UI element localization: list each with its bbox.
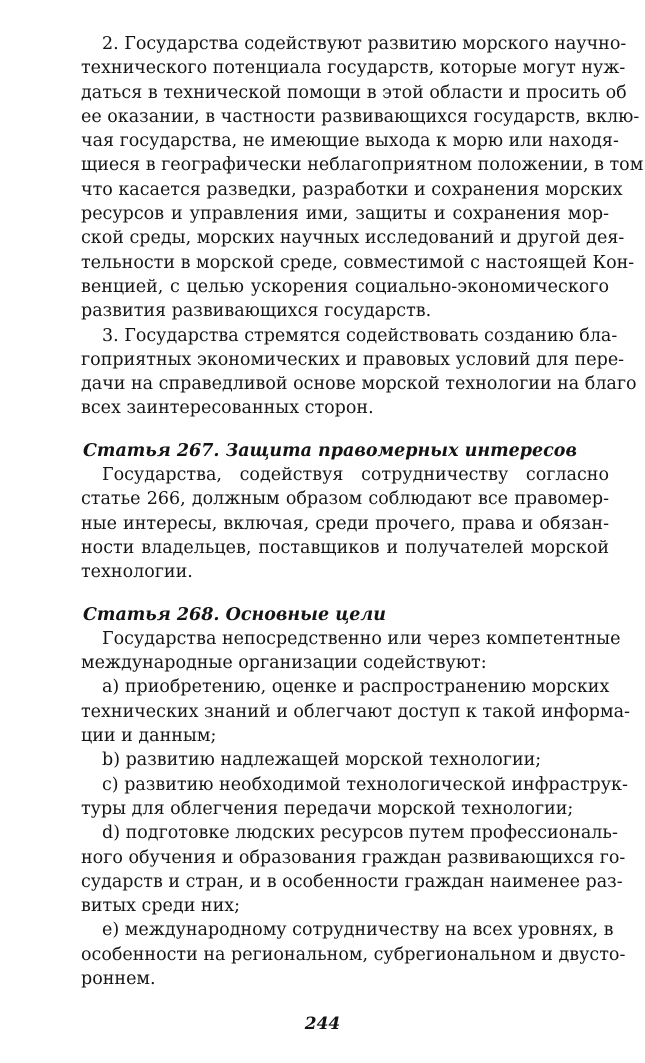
text-line: ресурсов и управления ими, защиты и сохранения мор- (81, 204, 609, 225)
text-line: чая государства, не имеющие выхода к морю или находя- (81, 131, 619, 152)
text-line: b) развитию надлежащей морской технологии; (102, 750, 542, 771)
text-line: e) международному сотрудничеству на всех уровнях, в (102, 920, 614, 941)
text-line: ее оказании, в частности развивающихся государств, вклю- (81, 106, 640, 127)
text-line: венцией, с целью ускорения социально-экономического (81, 276, 609, 297)
list-item-d (81, 821, 626, 918)
section-gap (81, 585, 609, 603)
page-body (81, 32, 644, 991)
text-line: c) развитию необходимой технологической инфраструк- (102, 774, 628, 795)
text-line: технического потенциала государств, которые могут нуж- (81, 58, 626, 79)
text-line: ные интересы, включая, среди прочего, права и обязан- (81, 513, 609, 534)
text-line: международные организации содействуют: (81, 653, 487, 674)
article-267-heading: Статья 267. Защита правомерных интересов (83, 440, 577, 461)
paragraph-2 (81, 32, 644, 324)
text-line: сударств и стран, и в особенности граждан наименее раз- (81, 871, 623, 892)
text-line: даться в технической помощи в этой области и просить об (81, 82, 627, 103)
list-item-b (81, 748, 609, 772)
list-item-a (81, 675, 630, 748)
text-line: дачи на справедливой основе морской технологии на благо (81, 374, 637, 395)
text-line: a) приобретению, оценке и распространению морских (102, 677, 610, 698)
text-line: технологии. (81, 562, 193, 583)
text-line: ции и данным; (81, 726, 217, 747)
text-line: витых среди них; (81, 896, 241, 917)
page-number: 244 (304, 1014, 341, 1034)
text-line: 2. Государства содействуют развитию морского научно- (102, 34, 627, 54)
section-gap (81, 421, 609, 439)
list-item-c (81, 773, 628, 822)
text-line: тельности в морской среде, совместимой с настоящей Кон- (81, 252, 635, 273)
article-268 (81, 603, 630, 992)
text-line: что касается разведки, разработки и сохранения морских (81, 179, 623, 200)
text-line: гоприятных экономических и правовых условий для пере- (81, 349, 625, 370)
text-line: d) подготовке людских ресурсов путем профессиональ- (102, 823, 618, 844)
text-line: роннем. (81, 968, 156, 989)
text-line: Государства, содействуя сотрудничеству согласно (102, 465, 609, 486)
text-line: ного обучения и образования граждан развивающихся го- (81, 847, 626, 868)
text-line: ской среды, морских научных исследований и другой дея- (81, 228, 625, 249)
text-line: развития развивающихся государств. (81, 301, 432, 322)
text-line: Государства непосредственно или через компетентные (102, 628, 621, 649)
text-line: всех заинтересованных сторон. (81, 398, 374, 419)
text-line: щиеся в географически неблагоприятном положении, в том (81, 155, 644, 176)
text-line: 3. Государства стремятся содействовать созданию бла- (102, 325, 618, 346)
article-267 (81, 439, 609, 585)
text-line: туры для облегчения передачи морской технологии; (81, 798, 574, 819)
text-line: особенности на региональном, субрегиональном и двусто- (81, 944, 626, 965)
list-item-e (81, 918, 626, 991)
text-line: статье 266, должным образом соблюдают все правомер- (81, 489, 609, 510)
text-line: технических знаний и облегчают доступ к такой информа- (81, 701, 630, 722)
article-268-heading: Статья 268. Основные цели (83, 604, 386, 625)
text-line: ности владельцев, поставщиков и получателей морской (81, 537, 609, 558)
paragraph-3 (81, 324, 637, 421)
